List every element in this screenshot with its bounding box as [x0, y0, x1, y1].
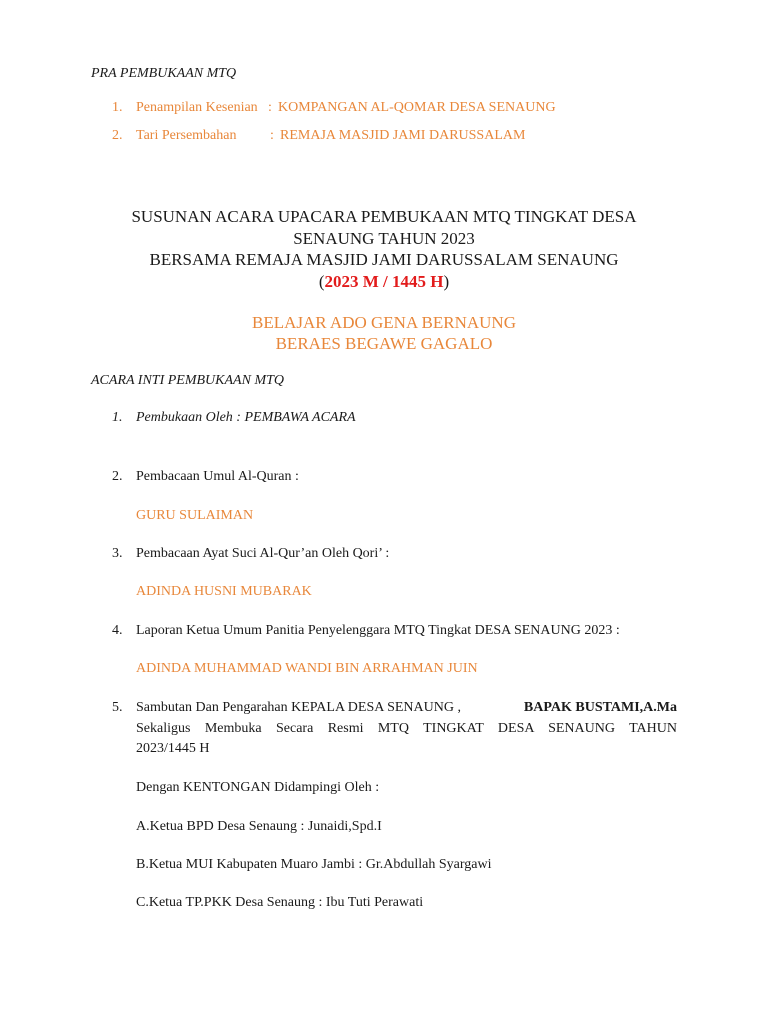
inti-heading: ACARA INTI PEMBUKAAN MTQ — [91, 373, 285, 388]
pra-item-1-label: Penampilan Kesenian — [136, 100, 258, 115]
pra-item-2-value: REMAJA MASJID JAMI DARUSSALAM — [280, 128, 526, 143]
title-paren-open: ( — [318, 272, 325, 291]
title-line-3: BERSAMA REMAJA MASJID JAMI DARUSSALAM SENAUNG — [149, 250, 619, 269]
pra-item-1-value: KOMPANGAN AL-QOMAR DESA SENAUNG — [278, 100, 556, 115]
title-paren-close: ) — [443, 272, 450, 291]
pra-item-2-number: 2. — [112, 128, 123, 143]
inti-item-5-line-1 — [136, 700, 677, 716]
inti-item-3-person: ADINDA HUSNI MUBARAK — [136, 584, 312, 599]
inti-item-1-text: Pembukaan Oleh : PEMBAWA ACARA — [136, 410, 356, 425]
inti-item-2-person: GURU SULAIMAN — [136, 508, 254, 523]
title-year-line — [0, 272, 768, 292]
pra-item-2-label: Tari Persembahan — [136, 128, 237, 143]
inti-item-1-number: 1. — [112, 410, 123, 425]
pra-heading: PRA PEMBUKAAN MTQ — [91, 66, 237, 81]
inti-item-4-number: 4. — [112, 623, 123, 638]
title-line-2: SENAUNG TAHUN 2023 — [293, 229, 475, 248]
inti-item-5-line-2: Sekaligus Membuka Secara Resmi MTQ TINGKAT DESA SENAUNG TAHUN — [136, 721, 677, 736]
motto-line-1: BELAJAR ADO GENA BERNAUNG — [252, 313, 516, 332]
inti-item-4-person: ADINDA MUHAMMAD WANDI BIN ARRAHMAN JUIN — [136, 661, 478, 676]
companion-b: B.Ketua MUI Kabupaten Muaro Jambi : Gr.Abdullah Syargawi — [136, 857, 492, 872]
inti-item-2-number: 2. — [112, 469, 123, 484]
pra-item-2-separator: : — [270, 128, 274, 143]
pra-item-1-separator: : — [268, 100, 272, 115]
inti-item-5-speaker: BAPAK BUSTAMI,A.Ma — [523, 700, 677, 715]
inti-item-4-text: Laporan Ketua Umum Panitia Penyelenggara MTQ Tingkat DESA SENAUNG 2023 : — [136, 623, 620, 638]
motto-line-2: BERAES BEGAWE GAGALO — [275, 334, 493, 353]
inti-item-2-text: Pembacaan Umul Al-Quran : — [136, 469, 299, 484]
inti-item-5-line-3: 2023/1445 H — [136, 741, 210, 756]
title-year: 2023 M / 1445 H — [324, 272, 444, 291]
kentongan-line: Dengan KENTONGAN Didampingi Oleh : — [136, 780, 380, 795]
companion-c: C.Ketua TP.PKK Desa Senaung : Ibu Tuti Perawati — [136, 895, 424, 910]
inti-item-5-number: 5. — [112, 700, 123, 715]
inti-item-5-intro: Sambutan Dan Pengarahan KEPALA DESA SENAUNG , — [136, 700, 461, 715]
inti-item-3-text: Pembacaan Ayat Suci Al-Qur’an Oleh Qori’ : — [136, 546, 390, 561]
pra-item-1-number: 1. — [112, 100, 123, 115]
title-line-1: SUSUNAN ACARA UPACARA PEMBUKAAN MTQ TINGKAT DESA — [131, 207, 637, 226]
companion-a: A.Ketua BPD Desa Senaung : Junaidi,Spd.I — [136, 819, 382, 834]
inti-item-3-number: 3. — [112, 546, 123, 561]
